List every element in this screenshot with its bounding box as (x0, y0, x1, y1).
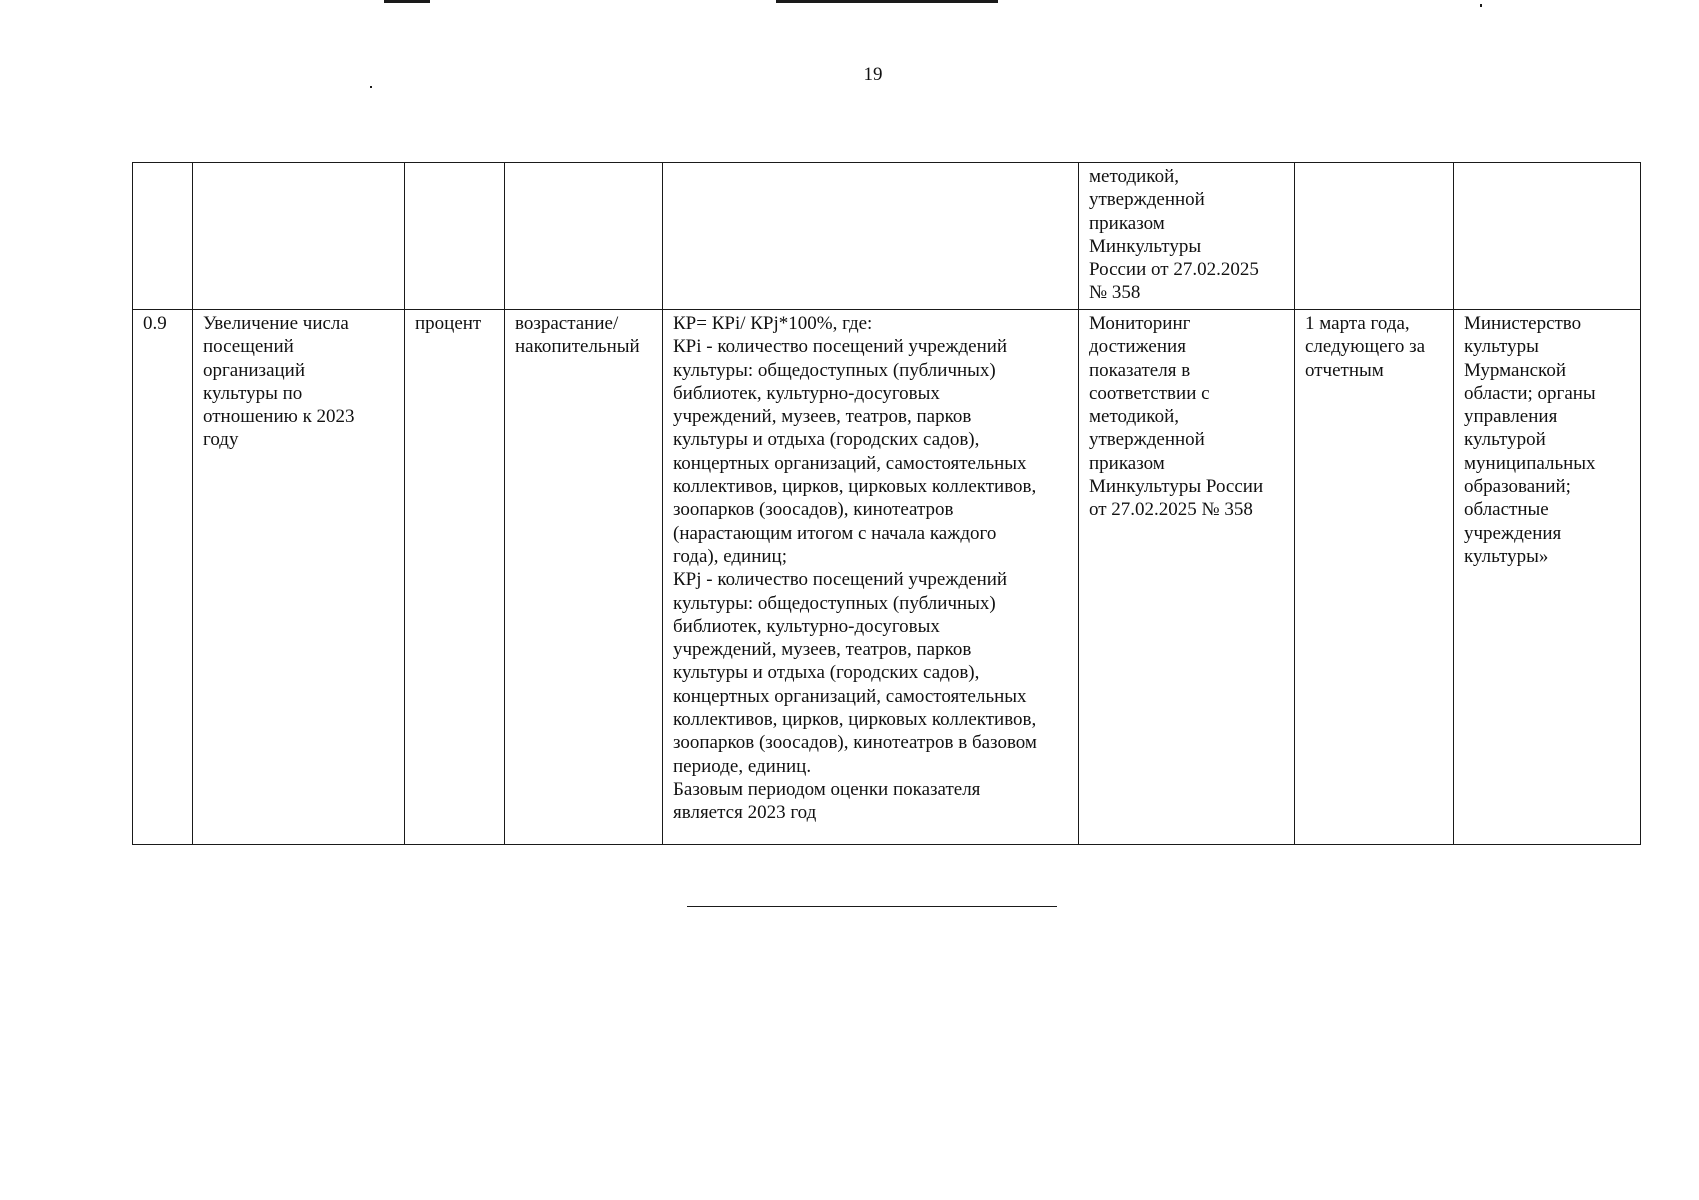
scan-artifact-left (384, 0, 430, 3)
table-cell (1454, 163, 1641, 310)
scan-artifact-dot (370, 86, 372, 88)
scan-artifact-corner (1480, 4, 1482, 7)
page-number: 19 (863, 64, 883, 85)
cell-unit: процент (405, 310, 505, 845)
indicators-table (132, 162, 1641, 845)
cell-deadline: 1 марта года, следующего за отчетным (1295, 310, 1454, 845)
cell-number: 0.9 (133, 310, 193, 845)
table-cell-methodology-continued: методикой, утвержденной приказом Минкультуры России от 27.02.2025 № 358 (1079, 163, 1295, 310)
table-cell (133, 163, 193, 310)
table-cell (405, 163, 505, 310)
table-cell (505, 163, 663, 310)
cell-indicator-name: Увеличение числа посещений организаций культуры по отношению к 2023 году (193, 310, 405, 845)
cell-formula: КР= КРi/ КРj*100%, где: КРi - количество посещений учреждений культуры: общедоступных (публичных) библиотек, культурно-досуговых учреждений, музеев, театров, парков культуры и отдыха (городских садов), концертных организаций, самостоятельных коллективов, цирков, цирковых коллективов, зоопарков (зоосадов), кинотеатров (нарастающим итогом с начала каждого года), единиц; КРj - количество посещений учреждений культуры: общедоступных (публичных) библиотек, культурно-досуговых учреждений, музеев, театров, парков культуры и отдыха (городских садов), концертных организаций, самостоятельных коллективов, цирков, цирковых коллективов, зоопарков (зоосадов), кинотеатров в базовом периоде, единиц. Базовым периодом оценки показателя является 2023 год (663, 310, 1079, 845)
scan-artifact-right (776, 0, 998, 3)
table-row-0-9 (133, 310, 1641, 845)
cell-responsible: Министерство культуры Мурманской области; органы управления культурой муниципальных образований; областные учреждения культуры» (1454, 310, 1641, 845)
table-cell (193, 163, 405, 310)
table-cell (1295, 163, 1454, 310)
cell-data-source: Мониторинг достижения показателя в соответствии с методикой, утвержденной приказом Минкультуры России от 27.02.2025 № 358 (1079, 310, 1295, 845)
cell-indicator-type: возрастание/ накопительный (505, 310, 663, 845)
table-row-continuation (133, 163, 1641, 310)
table-cell (663, 163, 1079, 310)
closing-rule (687, 906, 1057, 907)
